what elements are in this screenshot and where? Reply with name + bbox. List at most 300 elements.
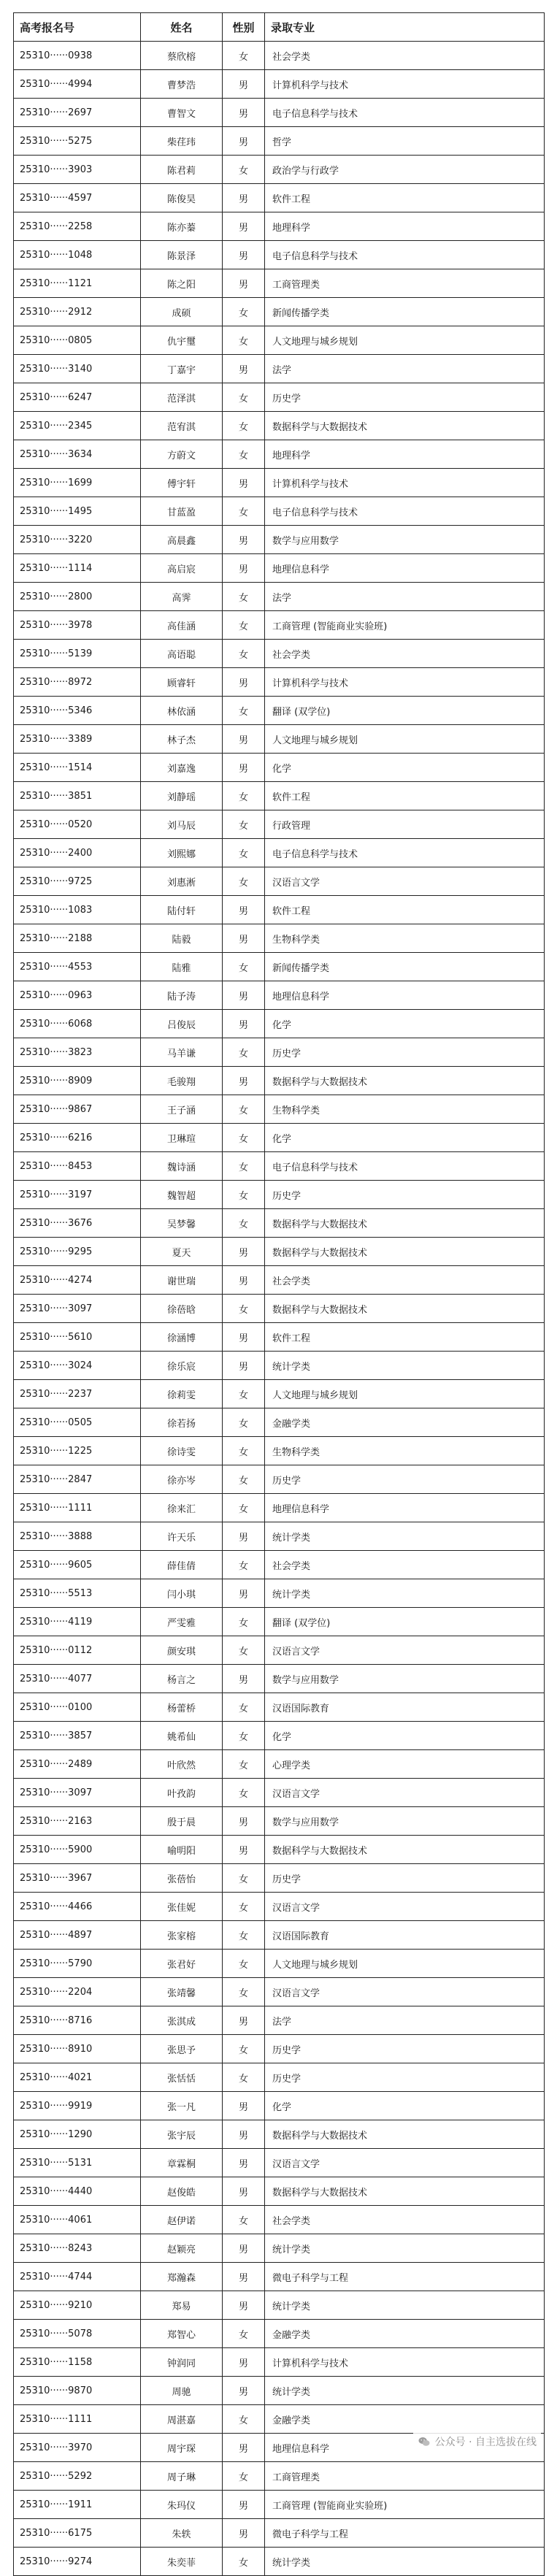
cell-exam-number: 25310······1158 xyxy=(14,2348,141,2377)
cell-exam-number: 25310······3140 xyxy=(14,355,141,383)
cell-gender: 男 xyxy=(223,2092,265,2120)
cell-major: 数据科学与大数据技术 xyxy=(265,1067,545,1095)
table-row xyxy=(14,497,545,526)
table-row xyxy=(14,212,545,241)
cell-exam-number: 25310······8910 xyxy=(14,2035,141,2063)
cell-name: 高语聪 xyxy=(141,640,223,668)
cell-gender: 女 xyxy=(223,1722,265,1750)
cell-name: 陆予涛 xyxy=(141,981,223,1010)
cell-exam-number: 25310······4021 xyxy=(14,2063,141,2092)
cell-major: 社会学类 xyxy=(265,640,545,668)
cell-name: 赵颖亮 xyxy=(141,2234,223,2263)
cell-name: 卫琳瑄 xyxy=(141,1124,223,1152)
cell-gender: 男 xyxy=(223,725,265,754)
cell-gender: 男 xyxy=(223,1266,265,1295)
cell-name: 谢世瑞 xyxy=(141,1266,223,1295)
cell-name: 范宥淇 xyxy=(141,412,223,440)
cell-exam-number: 25310······4897 xyxy=(14,1921,141,1950)
table-row xyxy=(14,1779,545,1807)
cell-major: 社会学类 xyxy=(265,42,545,70)
table-row xyxy=(14,611,545,640)
cell-major: 汉语言文学 xyxy=(265,1978,545,2006)
cell-name: 林依涵 xyxy=(141,697,223,725)
cell-gender: 男 xyxy=(223,2234,265,2263)
cell-major: 计算机科学与技术 xyxy=(265,469,545,497)
cell-major: 汉语言文学 xyxy=(265,1893,545,1921)
table-row xyxy=(14,1095,545,1124)
cell-name: 陈之阳 xyxy=(141,269,223,298)
cell-major: 工商管理 (智能商业实验班) xyxy=(265,611,545,640)
cell-name: 徐来汇 xyxy=(141,1494,223,1522)
cell-name: 张恬恬 xyxy=(141,2063,223,2092)
cell-gender: 女 xyxy=(223,1408,265,1437)
admission-table xyxy=(13,12,545,2576)
cell-gender: 男 xyxy=(223,668,265,697)
cell-name: 魏诗涵 xyxy=(141,1152,223,1181)
cell-exam-number: 25310······5131 xyxy=(14,2149,141,2177)
cell-name: 徐亦岑 xyxy=(141,1465,223,1494)
cell-gender: 女 xyxy=(223,1437,265,1465)
cell-exam-number: 25310······1699 xyxy=(14,469,141,497)
cell-gender: 女 xyxy=(223,1693,265,1722)
cell-exam-number: 25310······1048 xyxy=(14,241,141,269)
table-row xyxy=(14,1408,545,1437)
cell-gender: 女 xyxy=(223,1209,265,1238)
watermark xyxy=(413,2433,541,2450)
table-row xyxy=(14,2063,545,2092)
cell-name: 张君好 xyxy=(141,1950,223,1978)
cell-major: 社会学类 xyxy=(265,1551,545,1579)
cell-name: 赵伊诺 xyxy=(141,2206,223,2234)
cell-exam-number: 25310······3978 xyxy=(14,611,141,640)
cell-name: 丁嘉宇 xyxy=(141,355,223,383)
cell-exam-number: 25310······6068 xyxy=(14,1010,141,1038)
cell-exam-number: 25310······1114 xyxy=(14,554,141,583)
cell-gender: 女 xyxy=(223,383,265,412)
cell-exam-number: 25310······3857 xyxy=(14,1722,141,1750)
table-row xyxy=(14,2092,545,2120)
cell-major: 统计学类 xyxy=(265,1579,545,1608)
cell-gender: 女 xyxy=(223,1124,265,1152)
table-row xyxy=(14,1750,545,1779)
cell-exam-number: 25310······5292 xyxy=(14,2462,141,2491)
cell-gender: 女 xyxy=(223,1494,265,1522)
table-row xyxy=(14,1579,545,1608)
cell-major: 计算机科学与技术 xyxy=(265,70,545,99)
watermark-text: 公众号 · 自主选拔在线 xyxy=(434,2437,537,2448)
cell-major: 软件工程 xyxy=(265,184,545,212)
cell-exam-number: 25310······8716 xyxy=(14,2006,141,2035)
cell-exam-number: 25310······1290 xyxy=(14,2120,141,2149)
cell-exam-number: 25310······8453 xyxy=(14,1152,141,1181)
cell-exam-number: 25310······2847 xyxy=(14,1465,141,1494)
cell-exam-number: 25310······1911 xyxy=(14,2491,141,2519)
cell-gender: 女 xyxy=(223,1380,265,1408)
cell-exam-number: 25310······0100 xyxy=(14,1693,141,1722)
cell-name: 陆雅 xyxy=(141,953,223,981)
table-header-row xyxy=(14,13,545,42)
cell-major: 统计学类 xyxy=(265,2548,545,2576)
cell-name: 闫小琪 xyxy=(141,1579,223,1608)
table-row xyxy=(14,526,545,554)
table-row xyxy=(14,2035,545,2063)
cell-exam-number: 25310······9725 xyxy=(14,867,141,896)
cell-name: 许天乐 xyxy=(141,1522,223,1551)
cell-major: 统计学类 xyxy=(265,2291,545,2320)
cell-exam-number: 25310······2697 xyxy=(14,99,141,127)
cell-name: 薛佳倩 xyxy=(141,1551,223,1579)
table-row xyxy=(14,1921,545,1950)
cell-exam-number: 25310······2204 xyxy=(14,1978,141,2006)
cell-exam-number: 25310······3389 xyxy=(14,725,141,754)
table-row xyxy=(14,1893,545,1921)
cell-gender: 女 xyxy=(223,1551,265,1579)
cell-exam-number: 25310······4274 xyxy=(14,1266,141,1295)
cell-major: 汉语国际教育 xyxy=(265,1921,545,1950)
cell-major: 行政管理 xyxy=(265,810,545,839)
cell-exam-number: 25310······3888 xyxy=(14,1522,141,1551)
cell-major: 数据科学与大数据技术 xyxy=(265,1209,545,1238)
cell-gender: 女 xyxy=(223,839,265,867)
cell-gender: 女 xyxy=(223,1864,265,1893)
cell-major: 化学 xyxy=(265,754,545,782)
cell-major: 软件工程 xyxy=(265,782,545,810)
table-row xyxy=(14,1522,545,1551)
cell-name: 章霖桐 xyxy=(141,2149,223,2177)
cell-name: 杨言之 xyxy=(141,1665,223,1693)
cell-gender: 男 xyxy=(223,1352,265,1380)
cell-name: 钟润同 xyxy=(141,2348,223,2377)
cell-gender: 女 xyxy=(223,1295,265,1323)
table-row xyxy=(14,1950,545,1978)
cell-major: 历史学 xyxy=(265,1038,545,1067)
table-row xyxy=(14,1038,545,1067)
cell-exam-number: 25310······0112 xyxy=(14,1636,141,1665)
table-row xyxy=(14,1067,545,1095)
cell-exam-number: 25310······2912 xyxy=(14,298,141,326)
cell-gender: 女 xyxy=(223,697,265,725)
table-row xyxy=(14,1465,545,1494)
cell-exam-number: 25310······3097 xyxy=(14,1295,141,1323)
cell-exam-number: 25310······3970 xyxy=(14,2434,141,2462)
cell-gender: 女 xyxy=(223,2405,265,2434)
cell-major: 地理科学 xyxy=(265,440,545,469)
cell-name: 马羊谦 xyxy=(141,1038,223,1067)
cell-major: 政治学与行政学 xyxy=(265,156,545,184)
table-row xyxy=(14,1836,545,1864)
cell-name: 毛骏翔 xyxy=(141,1067,223,1095)
header-major: 录取专业 xyxy=(265,13,545,42)
table-row xyxy=(14,1295,545,1323)
cell-major: 微电子科学与工程 xyxy=(265,2519,545,2548)
cell-name: 颜安琪 xyxy=(141,1636,223,1665)
cell-exam-number: 25310······4119 xyxy=(14,1608,141,1636)
cell-exam-number: 25310······1111 xyxy=(14,2405,141,2434)
cell-gender: 男 xyxy=(223,1238,265,1266)
cell-major: 数据科学与大数据技术 xyxy=(265,1295,545,1323)
table-row xyxy=(14,2491,545,2519)
table-row xyxy=(14,1665,545,1693)
table-row xyxy=(14,127,545,156)
table-row xyxy=(14,1494,545,1522)
cell-name: 仇宇璽 xyxy=(141,326,223,355)
cell-gender: 女 xyxy=(223,1636,265,1665)
cell-gender: 男 xyxy=(223,2519,265,2548)
cell-name: 杨蕾桥 xyxy=(141,1693,223,1722)
cell-exam-number: 25310······3097 xyxy=(14,1779,141,1807)
cell-exam-number: 25310······4077 xyxy=(14,1665,141,1693)
cell-gender: 男 xyxy=(223,754,265,782)
table-row xyxy=(14,383,545,412)
cell-name: 高晨鑫 xyxy=(141,526,223,554)
cell-gender: 女 xyxy=(223,583,265,611)
cell-exam-number: 25310······5275 xyxy=(14,127,141,156)
table-row xyxy=(14,412,545,440)
cell-major: 微电子科学与工程 xyxy=(265,2263,545,2291)
cell-major: 历史学 xyxy=(265,383,545,412)
cell-exam-number: 25310······9867 xyxy=(14,1095,141,1124)
cell-major: 法学 xyxy=(265,2006,545,2035)
table-row xyxy=(14,2377,545,2405)
cell-name: 赵俊皓 xyxy=(141,2177,223,2206)
cell-exam-number: 25310······4553 xyxy=(14,953,141,981)
cell-name: 张淇成 xyxy=(141,2006,223,2035)
cell-major: 计算机科学与技术 xyxy=(265,2348,545,2377)
table-row xyxy=(14,1266,545,1295)
cell-exam-number: 25310······0520 xyxy=(14,810,141,839)
cell-name: 严雯雅 xyxy=(141,1608,223,1636)
table-row xyxy=(14,2149,545,2177)
cell-major: 汉语国际教育 xyxy=(265,1693,545,1722)
cell-exam-number: 25310······4466 xyxy=(14,1893,141,1921)
cell-gender: 男 xyxy=(223,1323,265,1352)
cell-major: 生物科学类 xyxy=(265,1095,545,1124)
cell-exam-number: 25310······9919 xyxy=(14,2092,141,2120)
cell-gender: 女 xyxy=(223,611,265,640)
table-row xyxy=(14,184,545,212)
cell-gender: 男 xyxy=(223,2006,265,2035)
cell-name: 郑瀚森 xyxy=(141,2263,223,2291)
cell-major: 金融学类 xyxy=(265,2405,545,2434)
table-row xyxy=(14,554,545,583)
table-row xyxy=(14,156,545,184)
table-row xyxy=(14,782,545,810)
cell-name: 吕俊辰 xyxy=(141,1010,223,1038)
cell-name: 张蓓怡 xyxy=(141,1864,223,1893)
cell-major: 法学 xyxy=(265,583,545,611)
cell-gender: 男 xyxy=(223,2491,265,2519)
cell-exam-number: 25310······3676 xyxy=(14,1209,141,1238)
cell-major: 汉语言文学 xyxy=(265,1779,545,1807)
cell-major: 地理信息科学 xyxy=(265,1494,545,1522)
cell-name: 张佳妮 xyxy=(141,1893,223,1921)
header-exam-number: 高考报名号 xyxy=(14,13,141,42)
cell-name: 成硕 xyxy=(141,298,223,326)
table-row xyxy=(14,1209,545,1238)
cell-gender: 男 xyxy=(223,1807,265,1836)
cell-major: 新闻传播学类 xyxy=(265,298,545,326)
cell-name: 周驰 xyxy=(141,2377,223,2405)
cell-gender: 男 xyxy=(223,355,265,383)
cell-major: 心理学类 xyxy=(265,1750,545,1779)
cell-name: 徐涵博 xyxy=(141,1323,223,1352)
cell-major: 数学与应用数学 xyxy=(265,1665,545,1693)
cell-exam-number: 25310······3220 xyxy=(14,526,141,554)
cell-major: 计算机科学与技术 xyxy=(265,668,545,697)
cell-major: 数据科学与大数据技术 xyxy=(265,412,545,440)
cell-gender: 女 xyxy=(223,1181,265,1209)
cell-exam-number: 25310······5900 xyxy=(14,1836,141,1864)
table-row xyxy=(14,867,545,896)
cell-exam-number: 25310······2258 xyxy=(14,212,141,241)
cell-exam-number: 25310······0505 xyxy=(14,1408,141,1437)
cell-name: 殷于晨 xyxy=(141,1807,223,1836)
table-row xyxy=(14,2548,545,2576)
cell-major: 数据科学与大数据技术 xyxy=(265,1238,545,1266)
table-row xyxy=(14,2263,545,2291)
cell-name: 叶欣然 xyxy=(141,1750,223,1779)
cell-name: 徐若扬 xyxy=(141,1408,223,1437)
cell-major: 电子信息科学与技术 xyxy=(265,1152,545,1181)
cell-gender: 女 xyxy=(223,1779,265,1807)
cell-major: 工商管理类 xyxy=(265,269,545,298)
cell-gender: 男 xyxy=(223,554,265,583)
cell-exam-number: 25310······0805 xyxy=(14,326,141,355)
cell-name: 周子琳 xyxy=(141,2462,223,2491)
table-row xyxy=(14,896,545,924)
cell-name: 刘嘉逸 xyxy=(141,754,223,782)
cell-major: 数据科学与大数据技术 xyxy=(265,2177,545,2206)
cell-exam-number: 25310······1225 xyxy=(14,1437,141,1465)
cell-gender: 男 xyxy=(223,2291,265,2320)
cell-exam-number: 25310······2345 xyxy=(14,412,141,440)
cell-gender: 男 xyxy=(223,99,265,127)
cell-major: 生物科学类 xyxy=(265,924,545,953)
cell-major: 数学与应用数学 xyxy=(265,526,545,554)
table-row xyxy=(14,2177,545,2206)
cell-exam-number: 25310······3823 xyxy=(14,1038,141,1067)
table-row xyxy=(14,1864,545,1893)
cell-gender: 男 xyxy=(223,2434,265,2462)
cell-name: 陈亦蓁 xyxy=(141,212,223,241)
cell-gender: 男 xyxy=(223,1522,265,1551)
cell-gender: 男 xyxy=(223,1010,265,1038)
cell-major: 化学 xyxy=(265,1722,545,1750)
cell-name: 郑智心 xyxy=(141,2320,223,2348)
cell-name: 高霁 xyxy=(141,583,223,611)
table-row xyxy=(14,1152,545,1181)
cell-major: 历史学 xyxy=(265,1864,545,1893)
cell-gender: 男 xyxy=(223,70,265,99)
cell-major: 化学 xyxy=(265,1010,545,1038)
cell-name: 郑易 xyxy=(141,2291,223,2320)
cell-name: 张靖馨 xyxy=(141,1978,223,2006)
table-row xyxy=(14,355,545,383)
table-row xyxy=(14,1380,545,1408)
cell-gender: 男 xyxy=(223,1067,265,1095)
cell-gender: 女 xyxy=(223,1095,265,1124)
cell-major: 生物科学类 xyxy=(265,1437,545,1465)
cell-gender: 女 xyxy=(223,1750,265,1779)
cell-exam-number: 25310······5610 xyxy=(14,1323,141,1352)
cell-exam-number: 25310······2400 xyxy=(14,839,141,867)
cell-exam-number: 25310······2237 xyxy=(14,1380,141,1408)
cell-name: 喻明阳 xyxy=(141,1836,223,1864)
cell-exam-number: 25310······1083 xyxy=(14,896,141,924)
cell-gender: 女 xyxy=(223,1950,265,1978)
cell-name: 朱轶 xyxy=(141,2519,223,2548)
table-row xyxy=(14,42,545,70)
cell-exam-number: 25310······3851 xyxy=(14,782,141,810)
cell-exam-number: 25310······6216 xyxy=(14,1124,141,1152)
cell-gender: 男 xyxy=(223,2149,265,2177)
cell-gender: 女 xyxy=(223,953,265,981)
cell-exam-number: 25310······4744 xyxy=(14,2263,141,2291)
table-row xyxy=(14,1722,545,1750)
table-row xyxy=(14,298,545,326)
cell-major: 统计学类 xyxy=(265,2377,545,2405)
cell-gender: 女 xyxy=(223,640,265,668)
table-row xyxy=(14,1181,545,1209)
cell-name: 高佳涵 xyxy=(141,611,223,640)
cell-gender: 女 xyxy=(223,156,265,184)
cell-major: 统计学类 xyxy=(265,2234,545,2263)
cell-exam-number: 25310······1111 xyxy=(14,1494,141,1522)
wechat-icon xyxy=(418,2435,431,2448)
cell-major: 汉语言文学 xyxy=(265,1636,545,1665)
cell-exam-number: 25310······8909 xyxy=(14,1067,141,1095)
table-row xyxy=(14,981,545,1010)
table-row xyxy=(14,839,545,867)
cell-name: 周宇琛 xyxy=(141,2434,223,2462)
cell-major: 电子信息科学与技术 xyxy=(265,241,545,269)
table-row xyxy=(14,1608,545,1636)
cell-name: 甘蓝盈 xyxy=(141,497,223,526)
cell-major: 化学 xyxy=(265,1124,545,1152)
cell-gender: 女 xyxy=(223,867,265,896)
cell-name: 陈俊昊 xyxy=(141,184,223,212)
table-row xyxy=(14,1978,545,2006)
cell-gender: 女 xyxy=(223,326,265,355)
table-row xyxy=(14,754,545,782)
cell-gender: 男 xyxy=(223,184,265,212)
cell-name: 叶孜韵 xyxy=(141,1779,223,1807)
cell-major: 人文地理与城乡规划 xyxy=(265,1380,545,1408)
cell-major: 新闻传播学类 xyxy=(265,953,545,981)
cell-exam-number: 25310······9870 xyxy=(14,2377,141,2405)
cell-gender: 男 xyxy=(223,896,265,924)
cell-major: 化学 xyxy=(265,2092,545,2120)
cell-major: 数据科学与大数据技术 xyxy=(265,2120,545,2149)
cell-major: 电子信息科学与技术 xyxy=(265,497,545,526)
cell-gender: 女 xyxy=(223,1893,265,1921)
cell-name: 姚希仙 xyxy=(141,1722,223,1750)
cell-gender: 女 xyxy=(223,1921,265,1950)
cell-name: 夏天 xyxy=(141,1238,223,1266)
cell-exam-number: 25310······5139 xyxy=(14,640,141,668)
table-row xyxy=(14,1636,545,1665)
cell-name: 王子涵 xyxy=(141,1095,223,1124)
cell-major: 社会学类 xyxy=(265,1266,545,1295)
cell-gender: 女 xyxy=(223,42,265,70)
cell-exam-number: 25310······4994 xyxy=(14,70,141,99)
cell-major: 人文地理与城乡规划 xyxy=(265,1950,545,1978)
cell-name: 曹梦浩 xyxy=(141,70,223,99)
table-row xyxy=(14,326,545,355)
cell-gender: 男 xyxy=(223,924,265,953)
cell-name: 徐莉雯 xyxy=(141,1380,223,1408)
table-row xyxy=(14,2291,545,2320)
